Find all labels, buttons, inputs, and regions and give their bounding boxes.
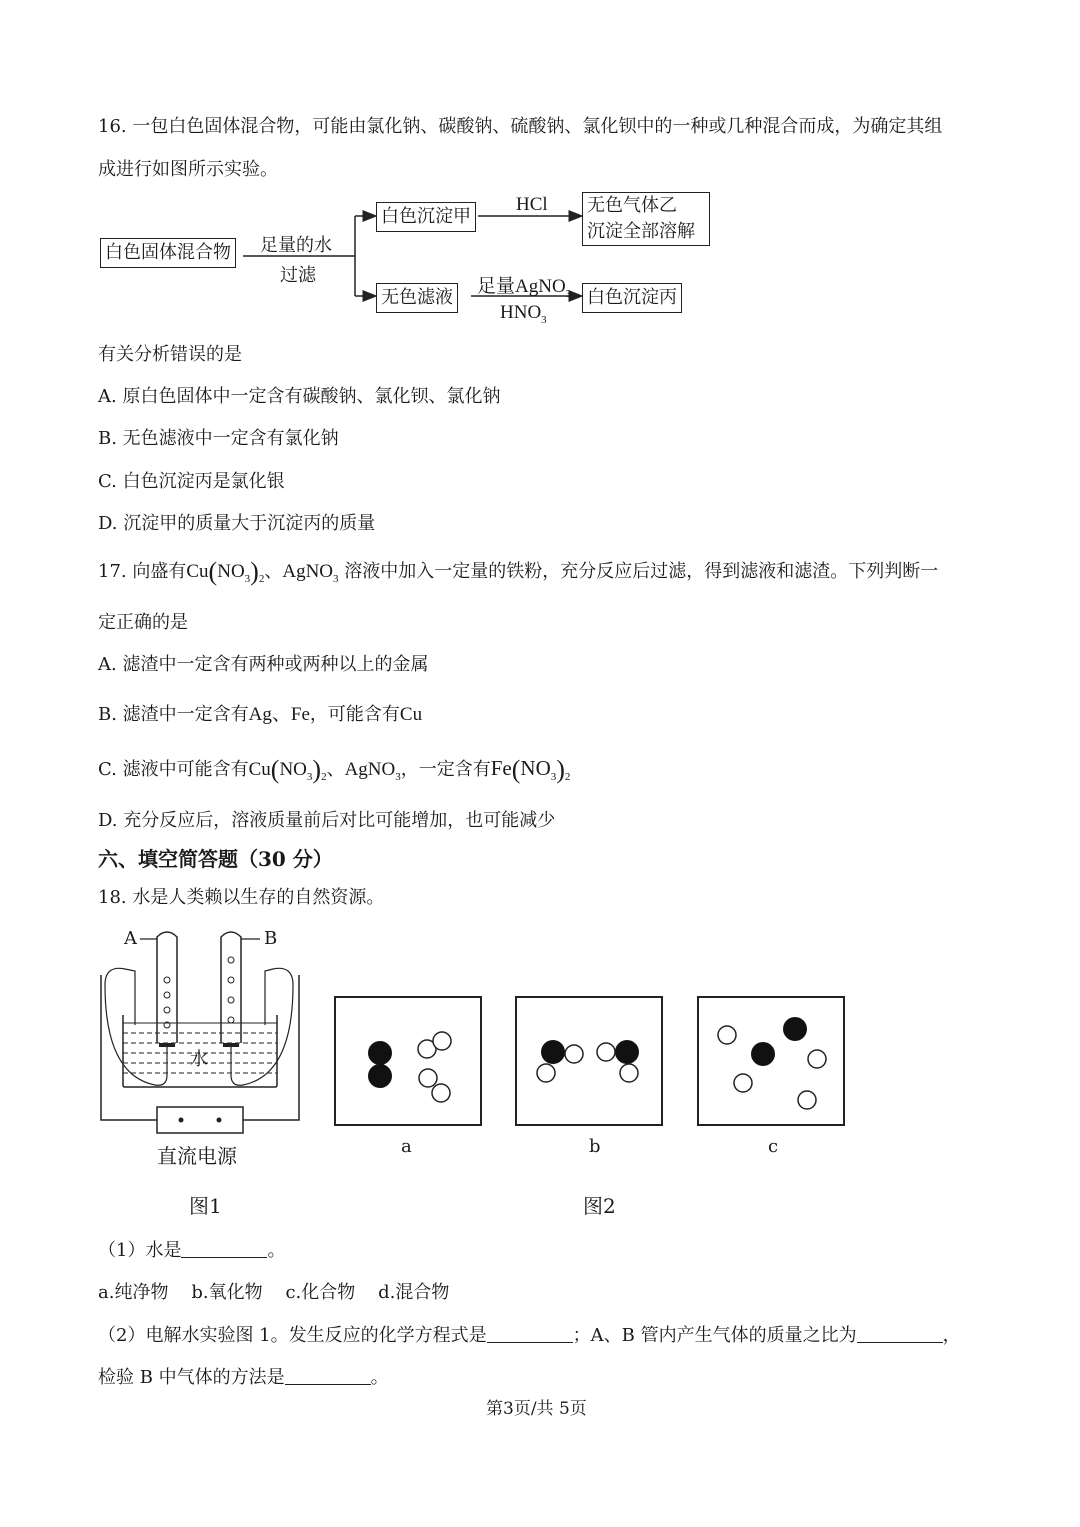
molecule-box-c (697, 996, 845, 1126)
flow-filtrate-box: 无色滤液 (376, 283, 458, 313)
answer-blank-1[interactable] (181, 1241, 267, 1258)
flow-label-hcl: HCl (516, 194, 548, 215)
molecule-box-a (334, 996, 482, 1126)
flow-label-agno3: 足量AgNO$_3$ (477, 276, 572, 300)
q17-option-a: A. 滤渣中一定含有两种或两种以上的金属 (98, 654, 429, 675)
q16-option-a: A. 原白色固体中一定含有碳酸钠、氯化钡、氯化钠 (98, 386, 501, 407)
q16-option-c: C. 白色沉淀丙是氯化银 (98, 471, 285, 492)
figure-2-label-a: a (401, 1136, 412, 1157)
q16-stem-line1: 16. 一包白色固体混合物，可能由氯化钠、碳酸钠、硫酸钠、氯化钡中的一种或几种混合而成，为确定其组 (98, 116, 943, 137)
answer-blank-test[interactable] (285, 1368, 371, 1385)
flow-label-water: 足量的水 (260, 235, 332, 256)
water-label: 水 (190, 1049, 208, 1070)
q18-sub2: （2）电解水实验图 1。发生反应的化学方程式是 ；A、B 管内产生气体的质量之比为 ， (98, 1325, 961, 1346)
q18-sub1: （1）水是 。 (98, 1240, 286, 1261)
tube-b-label: B (264, 928, 278, 949)
answer-blank-equation[interactable] (487, 1326, 573, 1343)
q17-stem-line2: 定正确的是 (98, 612, 188, 633)
answer-blank-ratio[interactable] (857, 1326, 943, 1343)
figure-1-caption: 图1 (189, 1194, 222, 1218)
q18-intro: 18. 水是人类赖以生存的自然资源。 (98, 887, 385, 908)
q16-question: 有关分析错误的是 (98, 344, 242, 365)
flow-label-filter: 过滤 (280, 265, 316, 286)
section-6-heading: 六、填空简答题（30 分） (98, 847, 333, 871)
page-footer: 第3页/共 5页 (486, 1399, 587, 1419)
q17-option-b: B. 滤渣中一定含有Ag、Fe，可能含有Cu (98, 704, 423, 725)
flow-result-a-box (582, 192, 710, 246)
flow-label-hno3: $HNO_3$ (500, 302, 547, 326)
flow-result-a-line2: 沉淀全部溶解 (587, 221, 695, 242)
tube-a-label: A (124, 928, 137, 949)
power-supply-label: 直流电源 (157, 1144, 237, 1168)
molecule-box-b (515, 996, 663, 1126)
flow-result-a-line1: 无色气体乙 (587, 195, 677, 216)
flow-ppt-c-box: 白色沉淀丙 (582, 283, 682, 313)
q18-sub1-options: a.纯净物 b.氧化物 c.化合物 d.混合物 (98, 1282, 450, 1303)
q16-option-b: B. 无色滤液中一定含有氯化钠 (98, 428, 339, 449)
q17-option-c: C. 滤液中可能含有$Cu(NO_3)_2$、AgNO$_3$，一定含有$Fe(NO_3)_2$ (98, 755, 571, 784)
flow-ppt-a-box: 白色沉淀甲 (376, 202, 476, 232)
figure-2-label-b: b (589, 1136, 601, 1157)
q16-stem-line2: 成进行如图所示实验。 (98, 159, 278, 180)
figure-2-caption: 图2 (583, 1194, 616, 1218)
figure-2-label-c: c (768, 1136, 779, 1157)
electrolysis-apparatus (95, 925, 315, 1140)
q17-stem-line1: 17. 向盛有$Cu(NO_3)_2$、AgNO$_3$ 溶液中加入一定量的铁粉，充分反应后过滤，得到滤液和滤渣。下列判断一 (98, 557, 939, 586)
flow-start-box: 白色固体混合物 (100, 238, 236, 268)
q18-sub2-line2: 检验 B 中气体的方法是 。 (98, 1367, 389, 1388)
q16-option-d: D. 沉淀甲的质量大于沉淀丙的质量 (98, 513, 376, 534)
q17-option-d: D. 充分反应后，溶液质量前后对比可能增加，也可能减少 (98, 810, 556, 831)
